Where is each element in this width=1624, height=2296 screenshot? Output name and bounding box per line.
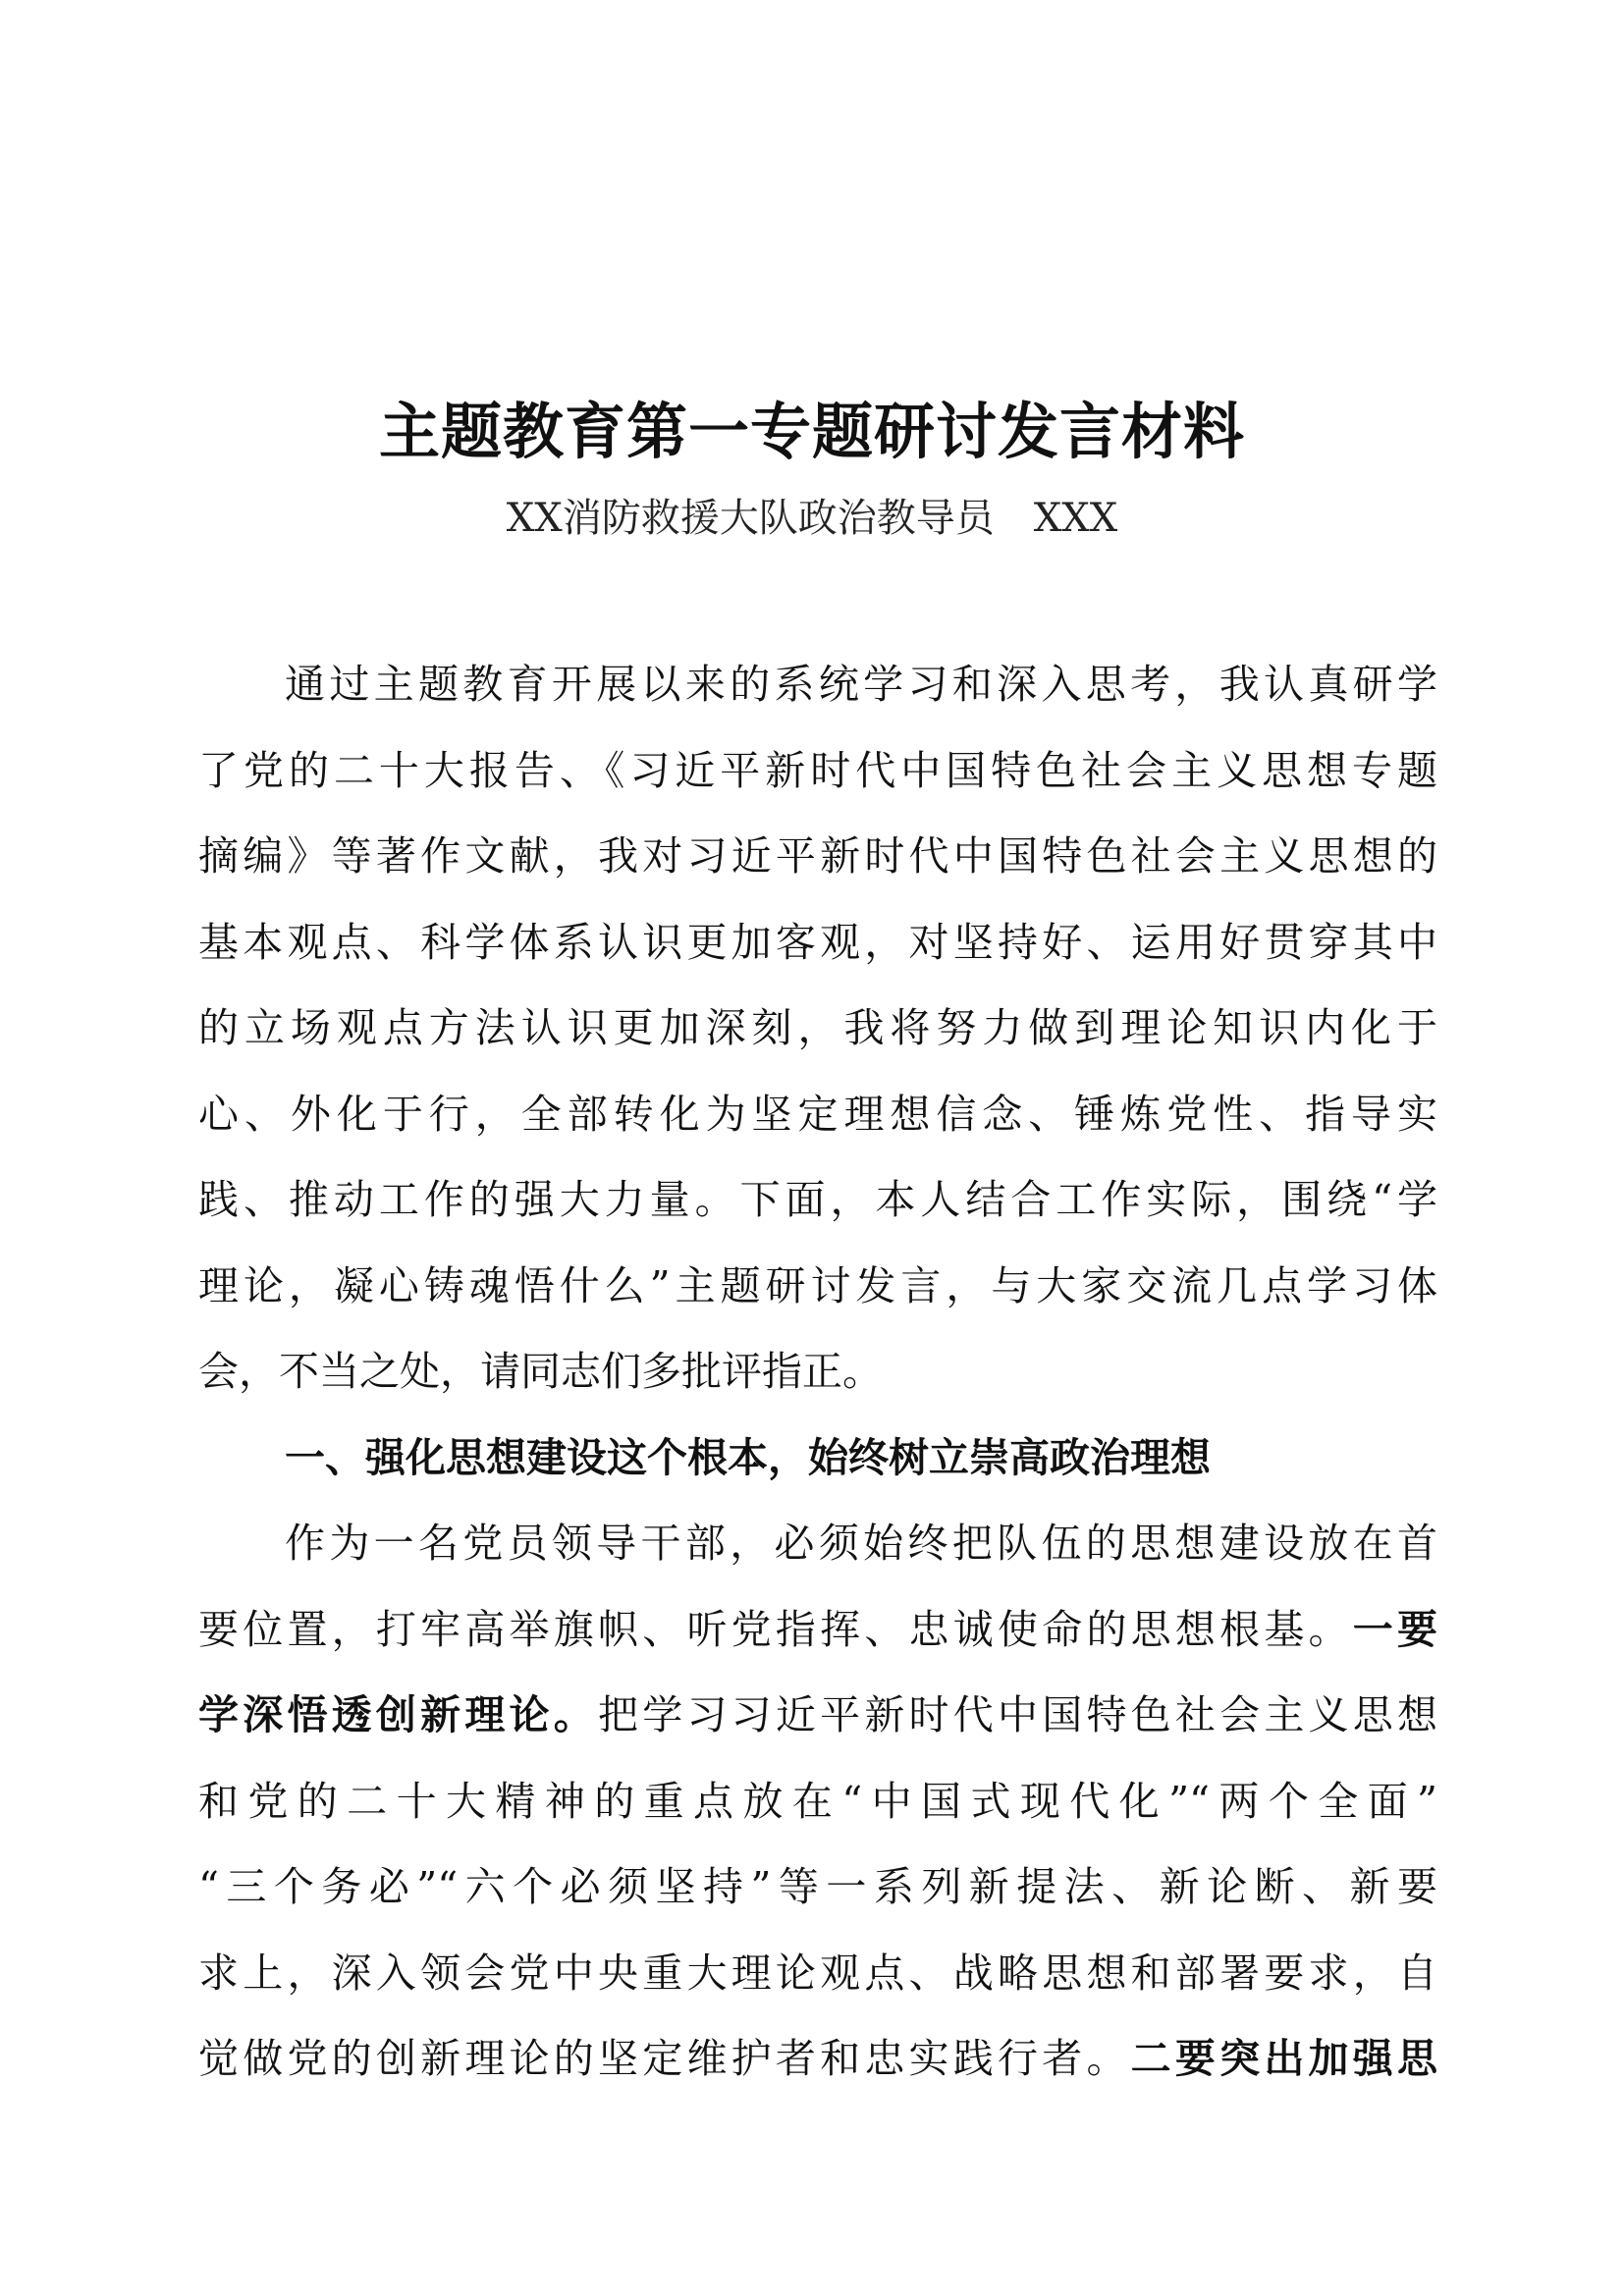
section-heading xyxy=(198,1415,1437,1502)
document-author: XX消防救援大队政治教导员 XXX xyxy=(506,496,1118,541)
text-segment: 要位置，打牢高举旗帜、听党指挥、忠诚使命的思想根基。 xyxy=(198,1605,1353,1653)
text-segment: “三个务必”“六个必须坚持”等一系列新提法、新论断、新要 xyxy=(198,1863,1437,1910)
paragraph-line xyxy=(198,986,1437,1072)
text-segment: 理论，凝心铸魂悟什么”主题研讨发言，与大家交流几点学习体 xyxy=(198,1261,1437,1309)
paragraph-line xyxy=(198,1329,1437,1415)
paragraph-line xyxy=(198,1244,1437,1330)
text-segment: 把学习习近平新时代中国特色社会主义思想 xyxy=(598,1691,1437,1738)
text-segment: 践、推动工作的强大力量。下面，本人结合工作实际，围绕“学 xyxy=(198,1176,1437,1223)
text-segment: 的立场观点方法认识更加深刻，我将努力做到理论知识内化于 xyxy=(198,1004,1437,1051)
paragraph-line xyxy=(198,1072,1437,1158)
paragraph-line xyxy=(198,1844,1437,1931)
paragraph-line xyxy=(198,900,1437,987)
bold-text: 二要突出加强思 xyxy=(1130,2035,1438,2082)
document-body xyxy=(198,642,1437,2103)
text-segment: 一、强化思想建设这个根本，始终树立崇高政治理想 xyxy=(285,1433,1211,1481)
document-title: 主题教育第一专题研讨发言材料 xyxy=(378,396,1245,467)
text-segment: 作为一名党员领导干部，必须始终把队伍的思想建设放在首 xyxy=(285,1520,1437,1567)
text-segment: 摘编》等著作文献，我对习近平新时代中国特色社会主义思想的 xyxy=(198,832,1437,880)
text-segment: 会，不当之处，请同志们多批评指正。 xyxy=(198,1348,883,1395)
text-segment: 通过主题教育开展以来的系统学习和深入思考，我认真研学 xyxy=(285,661,1437,708)
text-segment: 觉做党的创新理论的坚定维护者和忠实践行者。 xyxy=(198,2035,1131,2082)
text-segment: 了党的二十大报告、《习近平新时代中国特色社会主义思想专题 xyxy=(198,746,1437,794)
paragraph-line xyxy=(198,1157,1437,1244)
paragraph-line xyxy=(198,1759,1437,1845)
paragraph-line xyxy=(198,1501,1437,1587)
text-segment: 心、外化于行，全部转化为坚定理想信念、锤炼党性、指导实 xyxy=(198,1090,1437,1138)
text-segment: 和党的二十大精神的重点放在“中国式现代化”“两个全面” xyxy=(198,1777,1437,1825)
paragraph-line xyxy=(198,1587,1437,1674)
paragraph-line xyxy=(198,1931,1437,2017)
paragraph-line xyxy=(198,2016,1437,2103)
paragraph-line xyxy=(198,1673,1437,1759)
paragraph-line xyxy=(198,814,1437,900)
bold-text: 一要 xyxy=(1352,1605,1438,1653)
text-segment: 求上，深入领会党中央重大理论观点、战略思想和部署要求，自 xyxy=(198,1949,1437,1997)
text-segment: 基本观点、科学体系认识更加客观，对坚持好、运用好贯穿其中 xyxy=(198,918,1437,966)
paragraph-line xyxy=(198,642,1437,728)
paragraph-line xyxy=(198,728,1437,815)
bold-text: 学深悟透创新理论。 xyxy=(198,1691,598,1738)
